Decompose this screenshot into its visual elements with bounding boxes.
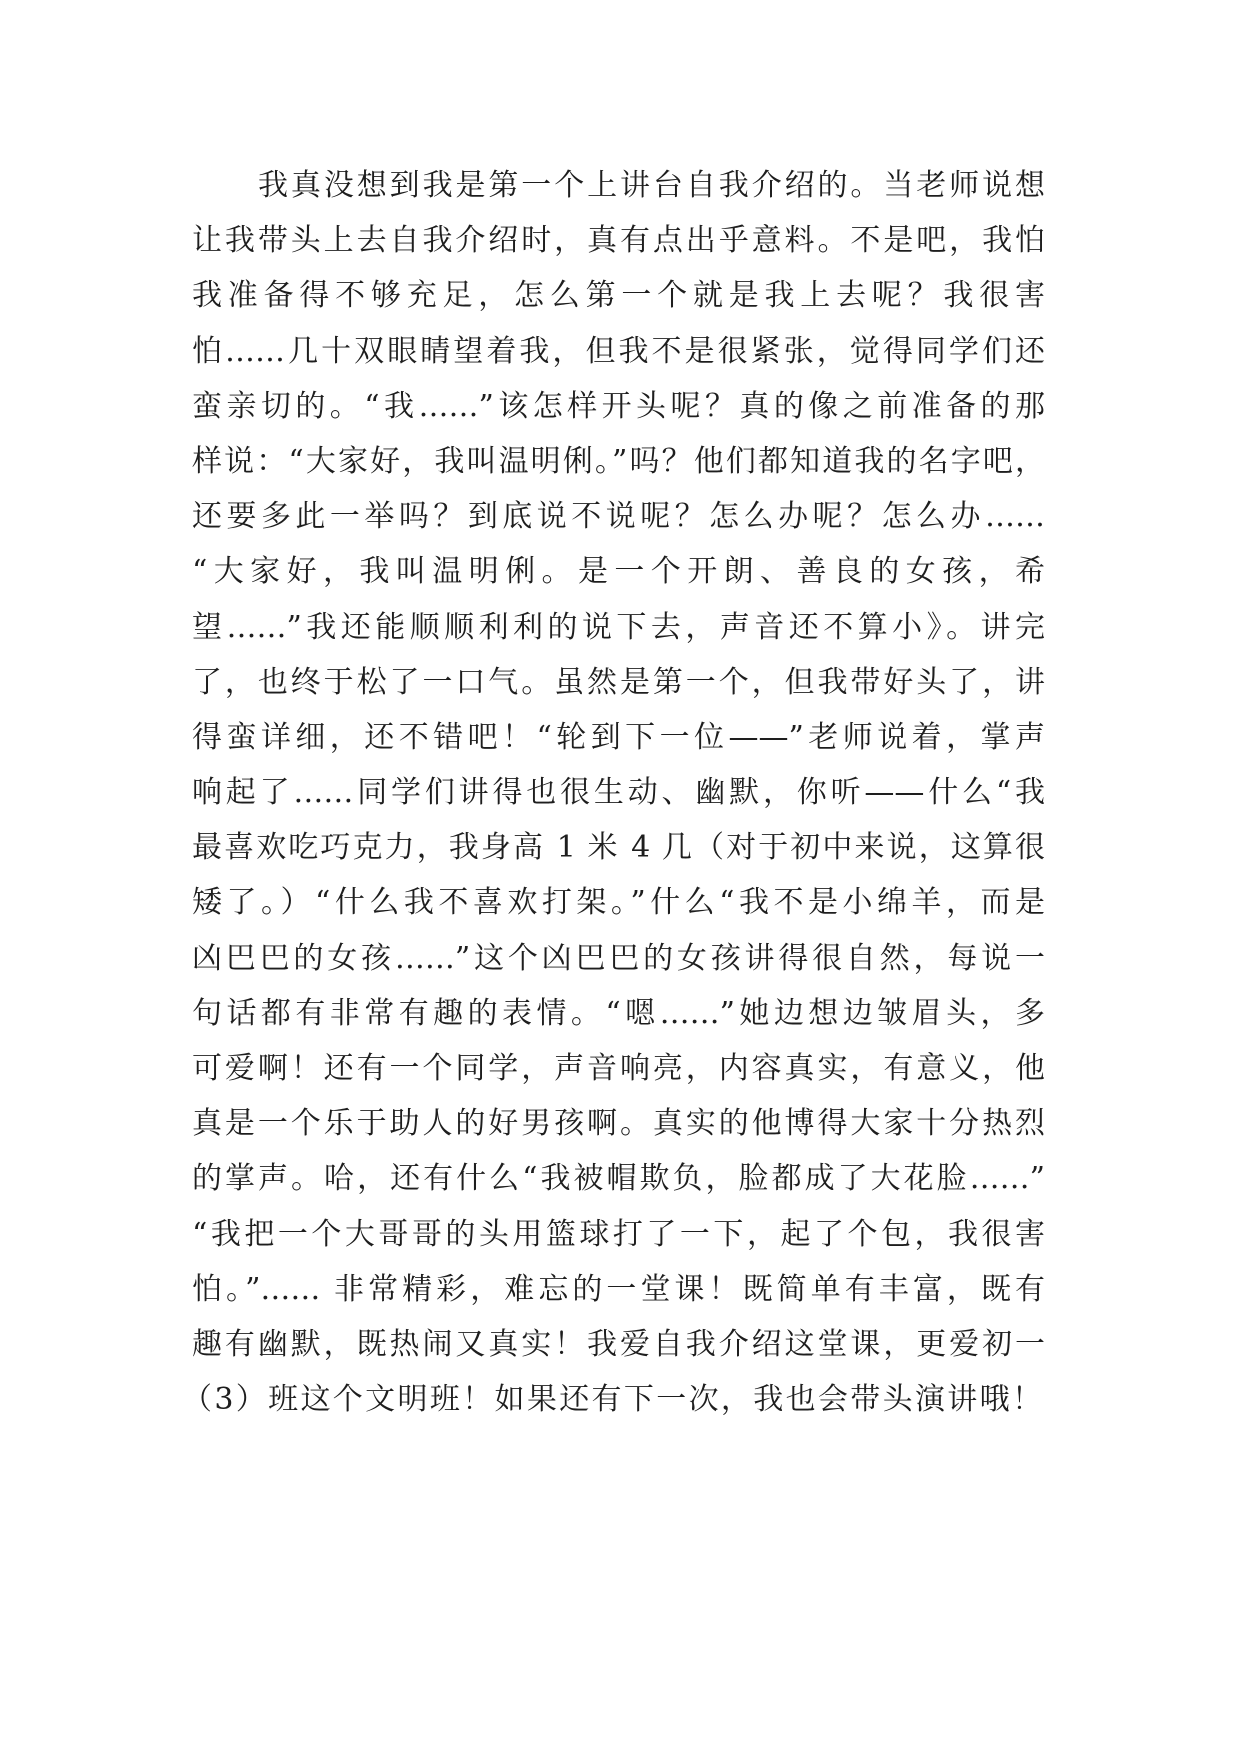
text-line: 我准备得不够充足，怎么第一个就是我上去呢？我很害 [192,278,1045,314]
text-line: 句话都有非常有趣的表情。“嗯……”她边想边皱眉头，多 [192,995,1045,1031]
text-line: “我把一个大哥哥的头用篮球打了一下，起了个包，我很害 [192,1216,1045,1252]
text-line: 的掌声。哈，还有什么“我被帽欺负，脸都成了大花脸……” [192,1161,1045,1197]
text-line: （3）班这个文明班！如果还有下一次，我也会带头演讲哦！ [182,1382,1042,1418]
text-line: 真是一个乐于助人的好男孩啊。真实的他博得大家十分热烈 [192,1106,1045,1142]
text-line: 得蛮详细，还不错吧！“轮到下一位——”老师说着，掌声 [192,719,1045,755]
text-line: 最喜欢吃巧克力，我身高 1 米 4 几（对于初中来说，这算很 [192,830,1045,866]
text-line: 样说：“大家好，我叫温明俐。”吗？他们都知道我的名字吧， [192,443,1045,479]
text-line: 蛮亲切的。“我……”该怎样开头呢？真的像之前准备的那 [192,388,1045,424]
text-line: 还要多此一举吗？到底说不说呢？怎么办呢？怎么办…… [192,499,1045,535]
text-line: 望……”我还能顺顺利利的说下去，声音还不算小》。讲完 [192,609,1045,645]
text-line: 让我带头上去自我介绍时，真有点出乎意料。不是吧，我怕 [192,223,1045,259]
text-line: 可爱啊！还有一个同学，声音响亮，内容真实，有意义，他 [192,1051,1045,1086]
text-line: 凶巴巴的女孩……”这个凶巴巴的女孩讲得很自然，每说一 [192,940,1045,976]
text-line: 我真没想到我是第一个上讲台自我介绍的。当老师说想 [258,168,1045,203]
text-line: 怕。”…… 非常精彩，难忘的一堂课！既简单有丰富，既有 [192,1271,1045,1307]
text-line: 怕……几十双眼睛望着我，但我不是很紧张，觉得同学们还 [192,333,1045,369]
text-line: “大家好，我叫温明俐。是一个开朗、善良的女孩，希 [192,554,1045,590]
text-line: 趣有幽默，既热闹又真实！我爱自我介绍这堂课，更爱初一 [192,1326,1045,1362]
text-line: 响起了……同学们讲得也很生动、幽默，你听——什么“我 [192,775,1045,811]
text-line: 矮了。）“什么我不喜欢打架。”什么“我不是小绵羊，而是 [192,885,1045,921]
paragraph [182,158,1045,1427]
text-line: 了，也终于松了一口气。虽然是第一个，但我带好头了，讲 [192,664,1045,700]
